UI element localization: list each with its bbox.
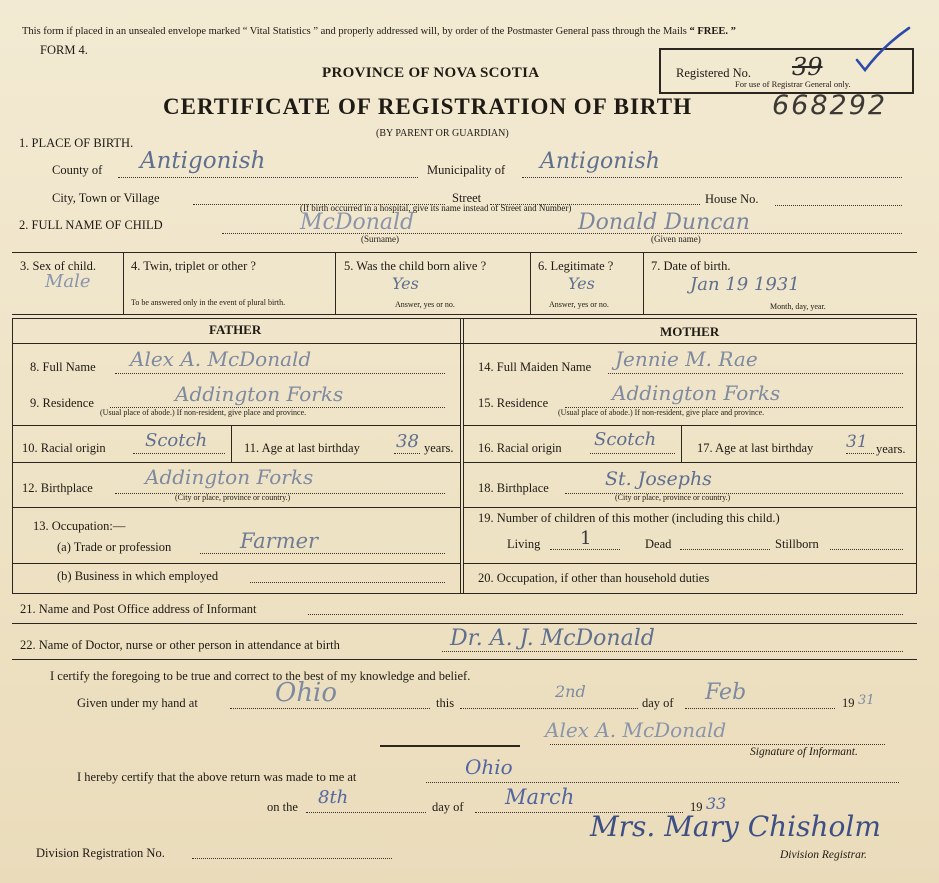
row3-divider	[643, 252, 644, 314]
panel-top-rule	[12, 318, 917, 319]
father-age-line	[394, 453, 420, 454]
given-day-value: 2nd	[555, 682, 586, 701]
date-of-birth-label: 7. Date of birth.	[651, 259, 731, 273]
father-age-label: 11. Age at last birthday	[244, 441, 360, 455]
mother-residence-value: Addington Forks	[612, 381, 781, 405]
father-rule	[12, 563, 461, 564]
on-the-label: on the	[267, 800, 298, 814]
mother-name-value: Jennie M. Rae	[615, 347, 758, 371]
father-trade-label: (a) Trade or profession	[57, 540, 172, 554]
mother-rule	[463, 563, 917, 564]
sex-label: 3. Sex of child.	[20, 259, 97, 273]
given-caption: (Given name)	[651, 234, 701, 244]
postal-notice-free: “ FREE. ”	[689, 26, 736, 37]
father-rule	[12, 507, 461, 508]
living-line	[550, 549, 620, 550]
mother-residence-note: (Usual place of abode.) If non-resident, give place and province.	[558, 408, 765, 417]
division-registration-label: Division Registration No.	[36, 846, 165, 860]
father-age-divider	[231, 425, 232, 462]
registered-note: For use of Registrar General only.	[735, 79, 851, 89]
child-name-label: 2. FULL NAME OF CHILD	[19, 218, 163, 232]
informant-signature: Alex A. McDonald	[545, 718, 727, 742]
child-surname-value: McDonald	[300, 210, 415, 235]
living-label: Living	[507, 537, 541, 551]
date-of-birth-note: Month, day, year.	[770, 302, 826, 311]
children-label: 19. Number of children of this mother (including this child.)	[478, 511, 780, 525]
twin-note: To be answered only in the event of plural birth.	[131, 298, 286, 307]
certify-statement: I certify the foregoing to be true and correct to the best of my knowledge and belief.	[50, 669, 471, 683]
mother-heading: MOTHER	[660, 324, 720, 339]
mother-age-value: 31	[846, 432, 868, 452]
return-place-value: Ohio	[465, 755, 513, 779]
mother-residence-label: 15. Residence	[478, 396, 549, 410]
mother-age-unit: years.	[876, 442, 906, 456]
page-title: CERTIFICATE OF REGISTRATION OF BIRTH	[163, 94, 692, 119]
father-rule	[12, 425, 461, 426]
date-of-birth-value: Jan 19 1931	[690, 274, 800, 295]
living-value: 1	[580, 528, 592, 549]
father-age-unit: years.	[424, 441, 454, 455]
return-month-value: March	[505, 785, 575, 809]
panel-center-divider	[463, 318, 464, 593]
mother-birthplace-note: (City or place, province or country.)	[615, 493, 731, 502]
surname-caption: (Surname)	[361, 234, 399, 244]
return-year-prefix: 19	[690, 800, 703, 814]
row3-top-rule	[12, 252, 917, 253]
father-birthplace-label: 12. Birthplace	[22, 481, 93, 495]
alive-note: Answer, yes or no.	[395, 300, 455, 309]
stillborn-label: Stillborn	[775, 537, 819, 551]
county-label: County of	[52, 163, 103, 177]
informant-signature-caption: Signature of Informant.	[750, 746, 858, 758]
alive-label: 5. Was the child born alive ?	[344, 259, 487, 273]
day-of-label: day of	[642, 696, 674, 710]
father-racial-label: 10. Racial origin	[22, 441, 106, 455]
child-given-value: Donald Duncan	[578, 210, 750, 235]
city-label: City, Town or Village	[52, 191, 160, 205]
mother-age-label: 17. Age at last birthday	[697, 441, 814, 455]
mother-rule	[463, 507, 917, 508]
panel-heading-rule	[12, 343, 917, 344]
this-line	[460, 708, 638, 709]
father-trade-value: Farmer	[240, 529, 319, 553]
legitimate-value: Yes	[568, 274, 595, 293]
house-line	[775, 205, 902, 206]
mother-age-divider	[681, 425, 682, 462]
panel-center-divider	[460, 318, 461, 593]
day-of-label-2: day of	[432, 800, 464, 814]
father-residence-label: 9. Residence	[30, 396, 94, 410]
dead-line	[680, 549, 770, 550]
separator-rule	[380, 745, 520, 747]
hospital-note: (If birth occurred in a hospital, give its name instead of Street and Number)	[300, 203, 572, 213]
father-birthplace-note: (City or place, province or country.)	[175, 493, 291, 502]
father-rule	[12, 462, 461, 463]
registered-value: 39	[792, 53, 823, 81]
section21-top-rule	[12, 593, 917, 594]
county-value: Antigonish	[140, 148, 266, 174]
given-year-value: 31	[858, 693, 875, 708]
stillborn-line	[830, 549, 903, 550]
legitimate-note: Answer, yes or no.	[549, 300, 609, 309]
mother-occupation-label: 20. Occupation, if other than household duties	[478, 571, 710, 585]
mother-rule	[463, 425, 917, 426]
municipality-label: Municipality of	[427, 163, 506, 177]
panel-left-edge	[12, 318, 13, 593]
informant-line	[308, 614, 903, 615]
panel-right-edge	[916, 318, 917, 593]
given-month-value: Feb	[705, 680, 747, 705]
mother-birthplace-value: St. Josephs	[605, 468, 712, 490]
municipality-line	[522, 177, 902, 178]
legitimate-label: 6. Legitimate ?	[538, 259, 614, 273]
certification-top-rule	[12, 659, 917, 660]
doctor-value: Dr. A. J. McDonald	[450, 626, 655, 651]
registrar-signature: Mrs. Mary Chisholm	[590, 810, 881, 843]
father-business-label: (b) Business in which employed	[57, 569, 219, 583]
father-birthplace-value: Addington Forks	[145, 465, 314, 489]
mother-racial-label: 16. Racial origin	[478, 441, 562, 455]
given-at-label: Given under my hand at	[77, 696, 198, 710]
postal-notice	[22, 27, 736, 38]
father-business-line	[250, 582, 445, 583]
municipality-value: Antigonish	[540, 149, 660, 174]
page-subtitle: (BY PARENT OR GUARDIAN)	[376, 128, 509, 139]
county-line	[118, 177, 418, 178]
twin-label: 4. Twin, triplet or other ?	[131, 259, 256, 273]
father-name-value: Alex A. McDonald	[130, 347, 312, 371]
mother-age-line	[846, 453, 874, 454]
row3-bottom-rule	[12, 314, 917, 315]
province-heading: PROVINCE OF NOVA SCOTIA	[322, 65, 540, 81]
father-racial-value: Scotch	[145, 430, 208, 451]
father-trade-line	[200, 553, 445, 554]
mother-birthplace-label: 18. Birthplace	[478, 481, 549, 495]
registered-label: Registered No.	[676, 66, 751, 80]
alive-value: Yes	[392, 274, 419, 293]
return-made-label: I hereby certify that the above return was made to me at	[77, 770, 357, 784]
house-label: House No.	[705, 192, 759, 206]
informant-signature-line	[550, 744, 885, 745]
sex-value: Male	[45, 271, 91, 292]
checkmark-icon	[853, 26, 913, 78]
row3-divider	[530, 252, 531, 314]
on-the-line	[306, 812, 426, 813]
dead-label: Dead	[645, 537, 672, 551]
registrar-caption: Division Registrar.	[780, 849, 867, 861]
given-place-value: Ohio	[275, 678, 338, 708]
postal-notice-text: This form if placed in an unsealed envelope marked “ Vital Statistics ” and properly addressed will, by order of the Postmaster General pass through the Mails	[22, 26, 687, 37]
mother-racial-value: Scotch	[594, 429, 657, 450]
mother-rule	[463, 462, 917, 463]
row3-divider	[335, 252, 336, 314]
place-of-birth-heading: 1. PLACE OF BIRTH.	[19, 136, 134, 150]
father-name-label: 8. Full Name	[30, 360, 96, 374]
day-of-line	[685, 708, 835, 709]
father-name-line	[115, 373, 445, 374]
form-number: FORM 4.	[40, 43, 88, 57]
return-year-value: 33	[706, 794, 727, 813]
father-heading: FATHER	[209, 322, 262, 337]
given-year-prefix: 19	[842, 696, 855, 710]
mother-racial-line	[590, 453, 675, 454]
father-occupation-label: 13. Occupation:—	[33, 519, 126, 533]
father-racial-line	[133, 453, 225, 454]
return-day-value: 8th	[318, 787, 349, 808]
given-at-line	[230, 708, 430, 709]
row3-divider	[123, 252, 124, 314]
this-label: this	[436, 696, 455, 710]
division-registration-line	[192, 858, 392, 859]
certificate-number: 668292	[772, 90, 888, 121]
father-residence-value: Addington Forks	[175, 382, 344, 406]
father-residence-note: (Usual place of abode.) If non-resident, give place and province.	[100, 408, 307, 417]
mother-name-line	[608, 373, 903, 374]
section22-top-rule	[12, 623, 917, 624]
mother-name-label: 14. Full Maiden Name	[478, 360, 592, 374]
father-age-value: 38	[396, 431, 419, 452]
informant-label: 21. Name and Post Office address of Informant	[20, 602, 257, 616]
doctor-line	[442, 651, 903, 652]
doctor-label: 22. Name of Doctor, nurse or other person in attendance at birth	[20, 638, 340, 652]
return-made-line	[426, 782, 899, 783]
street-label: Street	[452, 191, 482, 205]
